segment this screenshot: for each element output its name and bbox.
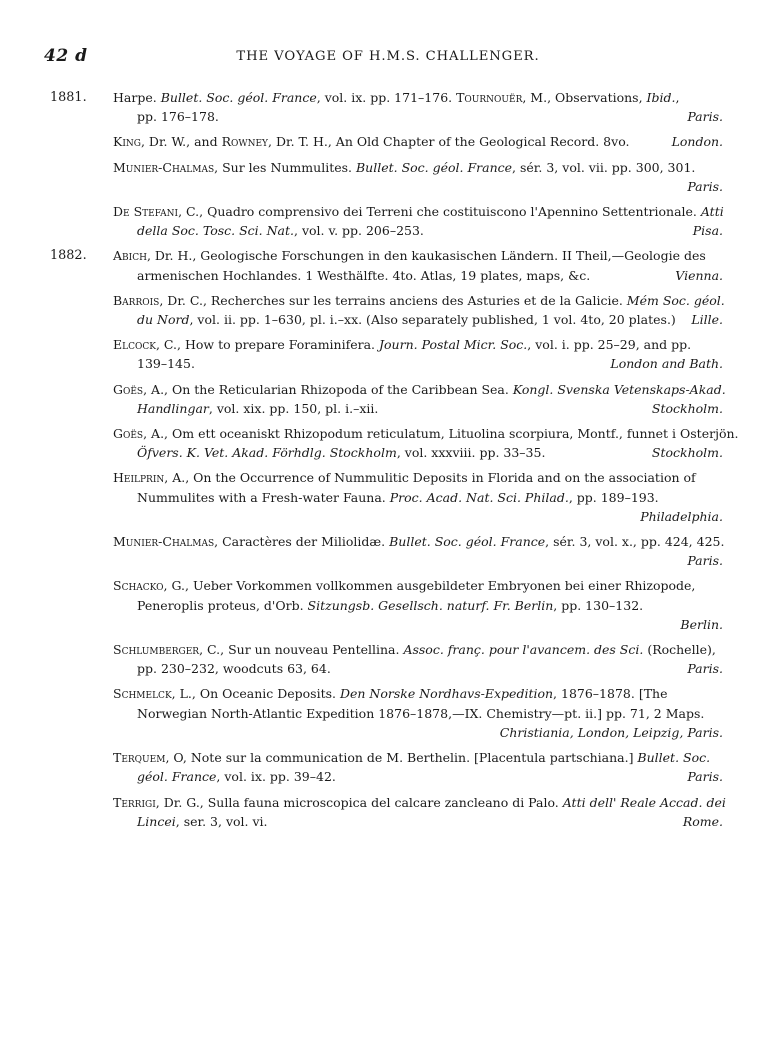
entry-line <box>113 88 723 107</box>
citation-text: , 1876–1878. [The <box>553 686 668 702</box>
citation-text: pp. 230–232, woodcuts 63, 64. <box>137 661 331 677</box>
entry-text <box>113 335 723 373</box>
entry-line <box>113 132 723 151</box>
publication-place: Pisa. <box>692 223 723 239</box>
publication-place: Paris. <box>687 178 723 194</box>
citation-text: , vol. v. pp. 206–253. <box>294 223 424 239</box>
journal-title: Bullet. Soc. <box>637 750 711 766</box>
entry-text <box>113 532 723 570</box>
journal-title: Mém Soc. géol. <box>626 292 725 308</box>
running-title: THE VOYAGE OF H.M.S. CHALLENGER. <box>236 49 540 64</box>
journal-title: Lincei <box>137 813 176 829</box>
citation-text: 139–145. <box>137 356 195 372</box>
entry-line <box>113 335 723 354</box>
journal-title: Handlingar <box>137 400 209 416</box>
bibliography-entry <box>0 640 776 678</box>
citation-text: , <box>675 90 680 105</box>
citation-text: , vol. xix. pp. 150, pl. i.–xii. <box>208 400 379 416</box>
citation-text: , vol. xxxviii. pp. 33–35. <box>396 445 546 461</box>
entry-line <box>113 684 723 703</box>
author-name: Barrois <box>113 292 160 308</box>
entry-line <box>113 793 726 812</box>
entry-text <box>113 380 726 418</box>
publication-place: Paris. <box>687 661 723 677</box>
entry-text <box>113 202 723 240</box>
bibliography-entry <box>0 576 776 634</box>
publication-place: London. <box>671 134 723 150</box>
author-name: Goës <box>113 381 144 397</box>
journal-title: Sitzungsb. Gesellsch. naturf. Fr. Berlin <box>307 597 554 613</box>
author-name: Rowney <box>221 134 268 150</box>
citation-text: armenischen Hochlandes. 1 Westhälfte. 4to. Atlas, 19 plates, maps, &c. <box>137 267 591 283</box>
publication-place: Christiania, London, Leipzig, Paris. <box>499 724 723 740</box>
citation-text: , C., Sur un nouveau Pentellina. <box>199 642 404 658</box>
entry-line <box>113 812 723 831</box>
bibliography-entry <box>0 532 776 570</box>
citation-text: , pp. 130–132. <box>553 597 644 613</box>
entry-line <box>113 380 726 399</box>
entry-year: 1881. <box>50 90 87 105</box>
publication-place: Paris. <box>687 553 723 569</box>
entry-line <box>113 596 723 615</box>
entry-text <box>113 640 723 678</box>
entry-year: 1882. <box>50 248 87 264</box>
entry-line <box>113 659 723 678</box>
page-header <box>0 46 776 70</box>
entry-text <box>113 684 723 742</box>
publication-place: Philadelphia. <box>640 508 723 524</box>
author-name: Terquem <box>113 750 166 766</box>
citation-text: , Dr. H., Geologische Forschungen in den kaukasischen Ländern. II Theil,—Geologie des <box>146 248 706 264</box>
journal-title: Proc. Acad. Nat. Sci. Philad. <box>389 489 569 505</box>
citation-text: , C., Quadro comprensivo dei Terreni che costituiscono l'Apennino Settentrionale. <box>178 204 701 220</box>
citation-text: , Dr. T. H., An Old Chapter of the Geological Record. 8vo. <box>268 134 630 150</box>
bibliography-entry <box>0 158 776 196</box>
entry-text <box>113 88 723 126</box>
citation-text: (Rochelle), <box>643 642 716 658</box>
citation-text: Harpe. <box>113 90 161 105</box>
citation-text: , M., Observations, <box>522 90 647 105</box>
journal-title: Bullet. Soc. géol. France <box>160 90 317 105</box>
author-name: Terrigi <box>113 794 156 810</box>
entry-line <box>113 399 723 418</box>
entry-line <box>113 107 723 126</box>
entry-text <box>113 424 739 462</box>
bibliography-entry <box>0 468 776 526</box>
entry-line <box>113 488 723 507</box>
citation-text: , A., On the Reticularian Rhizopoda of the Caribbean Sea. <box>143 381 513 397</box>
entry-line <box>113 532 723 551</box>
citation-text: , Sur les Nummulites. <box>214 159 356 175</box>
journal-title: Bullet. Soc. géol. France <box>389 534 546 550</box>
entry-text <box>113 468 723 526</box>
bibliography-entry <box>0 88 776 126</box>
citation-text: , A., Om ett oceaniskt Rhizopodum reticulatum, Lituolina scorpiura, Montf., funnet i Osterjön. <box>143 426 739 442</box>
entry-line <box>113 310 723 329</box>
citation-text: Peneroplis proteus, d'Orb. <box>137 597 308 613</box>
citation-text: , Dr. W., and <box>140 134 222 150</box>
page-number: 42 d <box>44 46 88 66</box>
citation-text: , Caractères der Miliolidæ. <box>214 534 390 550</box>
bibliography-list <box>0 88 776 837</box>
bibliography-entry <box>0 380 776 418</box>
citation-text: , sér. 3, vol. x., pp. 424, 425. <box>545 534 725 550</box>
bibliography-entry <box>0 291 776 329</box>
citation-text: , Dr. C., Recherches sur les terrains anciens des Asturies et de la Galicie. <box>159 292 627 308</box>
journal-title: Öfvers. K. Vet. Akad. Förhdlg. Stockholm <box>137 445 397 461</box>
citation-text: , C., How to prepare Foraminifera. <box>155 337 380 353</box>
journal-title: du Nord <box>137 312 190 328</box>
citation-text: , vol. ii. pp. 1–630, pl. i.–xx. (Also separately published, 1 vol. 4to, 20 plates.) <box>189 312 676 328</box>
entry-line <box>113 443 723 462</box>
journal-title: géol. France <box>137 769 217 785</box>
entry-line <box>113 266 723 285</box>
citation-text: , pp. 189–193. <box>568 489 659 505</box>
bibliography-entry <box>0 132 776 151</box>
citation-text: Nummulites with a Fresh-water Fauna. <box>137 489 390 505</box>
author-name: Elcock <box>113 337 156 353</box>
citation-text: , A., On the Occurrence of Nummulitic Deposits in Florida and on the association of <box>164 470 696 486</box>
publication-place: London and Bath. <box>610 356 723 372</box>
author-name: Abich <box>113 248 147 264</box>
entry-text <box>113 576 723 634</box>
citation-text: , vol. ix. pp. 171–176. <box>316 90 457 105</box>
journal-title: Den Norske Nordhavs-Expedition <box>339 686 554 702</box>
author-name: Schlumberger <box>113 642 200 658</box>
bibliography-entry <box>0 748 776 786</box>
journal-title: Kongl. Svenska Vetenskaps-Akad. <box>512 381 726 397</box>
entry-line <box>113 158 723 177</box>
publication-place: Stockholm. <box>651 400 723 416</box>
citation-text: , L., On Oceanic Deposits. <box>171 686 340 702</box>
citation-text: , Dr. G., Sulla fauna microscopica del calcare zancleano di Palo. <box>155 794 563 810</box>
author-name: Goës <box>113 426 144 442</box>
bibliography-entry <box>0 793 776 831</box>
publication-place: Stockholm. <box>651 445 723 461</box>
author-name: Schacko <box>113 578 164 594</box>
bibliography-entry <box>0 246 776 284</box>
entry-text <box>113 158 723 196</box>
publication-place: Paris. <box>687 109 723 125</box>
entry-text <box>113 246 723 284</box>
entry-line <box>113 424 739 443</box>
author-name: Munier-Chalmas <box>113 159 215 175</box>
entry-line <box>113 640 723 659</box>
entry-line <box>113 246 723 265</box>
publication-place: Lille. <box>691 312 723 328</box>
entry-line <box>113 576 723 595</box>
bibliography-entry <box>0 202 776 240</box>
publication-place: Paris. <box>687 769 723 785</box>
journal-title: Atti dell' Reale Accad. dei <box>562 794 726 810</box>
author-name: King <box>113 134 141 150</box>
citation-text: , G., Ueber Vorkommen vollkommen ausgebildeter Embryonen bei einer Rhizopode, <box>163 578 696 594</box>
journal-title: Journ. Postal Micr. Soc. <box>379 337 528 353</box>
entry-text <box>113 291 723 329</box>
entry-text <box>113 132 723 151</box>
entry-line <box>113 221 723 240</box>
citation-text: , sér. 3, vol. vii. pp. 300, 301. <box>512 159 696 175</box>
bibliography-entry <box>0 684 776 742</box>
publication-place: Vienna. <box>675 267 723 283</box>
author-name: Tournouër <box>456 90 523 105</box>
entry-text <box>113 748 723 786</box>
entry-line <box>113 767 723 786</box>
entry-text <box>113 793 726 831</box>
journal-title: Ibid. <box>646 90 676 105</box>
entry-line <box>113 704 723 723</box>
entry-line <box>113 291 723 310</box>
author-name: Schmelck <box>113 686 172 702</box>
journal-title: della Soc. Tosc. Sci. Nat. <box>137 223 295 239</box>
journal-title: Assoc. franç. pour l'avancem. des Sci. <box>403 642 644 658</box>
entry-line <box>113 202 723 221</box>
bibliography-entry <box>0 335 776 373</box>
citation-text: Norwegian North-Atlantic Expedition 1876–1878,—IX. Chemistry—pt. ii.] pp. 71, 2 Maps. <box>137 705 705 721</box>
journal-title: Bullet. Soc. géol. France <box>355 159 513 175</box>
author-name: Heilprin <box>113 470 165 486</box>
citation-text: , O, Note sur la communication de M. Berthelin. [Placentula partschiana.] <box>165 750 638 766</box>
author-name: Munier-Chalmas <box>113 534 215 550</box>
author-name: De Stefani <box>113 204 179 220</box>
citation-text: , vol. ix. pp. 39–42. <box>216 769 336 785</box>
entry-line <box>113 468 723 487</box>
citation-text: pp. 176–178. <box>137 109 219 125</box>
citation-text: , vol. i. pp. 25–29, and pp. <box>527 337 692 353</box>
entry-line <box>113 748 723 767</box>
journal-title: Atti <box>700 204 724 220</box>
publication-place: Rome. <box>682 813 723 829</box>
entry-line <box>113 354 723 373</box>
bibliography-entry <box>0 424 776 462</box>
citation-text: , ser. 3, vol. vi. <box>175 813 268 829</box>
publication-place: Berlin. <box>680 616 723 632</box>
